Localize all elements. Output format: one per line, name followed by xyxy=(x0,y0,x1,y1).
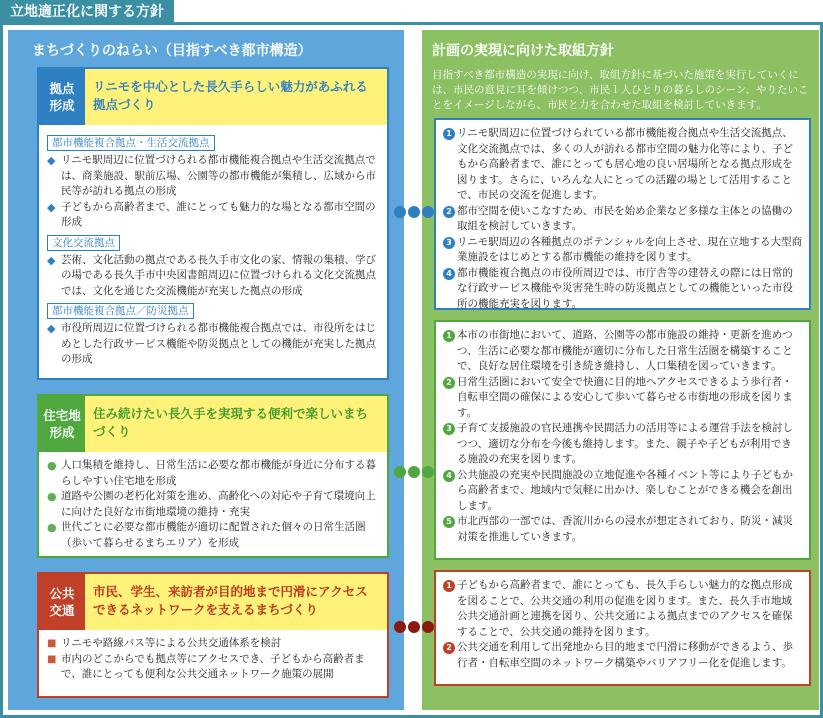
numbered-item-text: 都市機能複合拠点の市役所周辺では、市庁舎等の建替えの際には日常的な行政サービス機能や災害発生時の防災拠点としての機能といった市役所の機能充実を図ります。 xyxy=(457,266,793,310)
numbered-item-text: 公共施設の充実や民間施設の立地促進や各種イベント等により子どもから高齢者まで、地域内で気軽に出かけ、楽しむことができる機会を創出します。 xyxy=(457,468,793,512)
policy-block-hub xyxy=(434,118,811,310)
section-title: 市民、学生、来訪者が目的地まで円滑にアクセスできるネットワークを支えるまちづくり xyxy=(85,574,387,630)
connector-dot-green xyxy=(394,466,406,478)
list-item xyxy=(47,458,379,489)
numbered-item-text: 日常生活圏において安全で快適に目的地へアクセスできるよう歩行者・自転車空間の確保による安心して歩いて暮らせる市街地の形成を図ります。 xyxy=(457,375,793,419)
list-item xyxy=(47,200,379,231)
list-item xyxy=(47,652,379,683)
left-heading: まちづくりのねらい（目指すべき都市構造） xyxy=(32,43,312,59)
list-item xyxy=(47,321,379,368)
right-heading: 計画の実現に向けた取組方針 xyxy=(432,43,614,59)
numbered-item-text: 子育て支援施設の官民連携や民間活力の活用等による運営手法を検討しつつ、適切な分布を今後も維持します。また、親子や子どもが利用できる施設の充実を図ります。 xyxy=(457,422,793,465)
section-label xyxy=(39,396,85,452)
bullet-dot-icon: ● xyxy=(47,521,57,534)
numbered-item xyxy=(443,266,802,313)
section-label xyxy=(39,69,85,125)
numbered-item xyxy=(443,421,802,468)
connector-dot-blue xyxy=(422,206,434,218)
numbered-item-text: 公共交通を利用して出発地から目的地まで円滑に移動ができるよう、歩行者・自転車空間のネットワーク構築やバリアフリー化を促進します。 xyxy=(457,641,793,669)
numbered-item-text: 子どもから高齢者まで、誰にとっても、長久手らしい魅力的な拠点形成を図ることで、公共交通の利用の促進を図ります。また、長久手市地域公共交通計画と連携を図り、公共交通による拠点までのアクセスを確保することで、公共交通の維持を図ります。 xyxy=(457,579,793,638)
list-item xyxy=(47,520,379,551)
numbered-item xyxy=(443,328,802,375)
number-badge: 4 xyxy=(443,268,455,280)
category-tag: 都市機能複合拠点・生活交流拠点 xyxy=(47,135,215,151)
diamond-icon: ◆ xyxy=(47,154,56,167)
number-badge: 1 xyxy=(443,580,455,592)
connector-dot-red xyxy=(422,621,434,633)
page-title: 立地適正化に関する方針 xyxy=(0,0,174,24)
numbered-item xyxy=(443,375,802,422)
list-item-text: 道路や公園の老朽化対策を進め、高齢化への対応や子育て環境向上に向けた良好な市街地環境の維持・充実 xyxy=(61,490,376,518)
label-line1: 住宅地 xyxy=(43,408,81,423)
number-badge: 4 xyxy=(443,470,455,482)
connector-dot-green xyxy=(422,466,434,478)
list-item xyxy=(47,636,379,652)
connector-dot-blue xyxy=(394,206,406,218)
list-item xyxy=(47,253,379,300)
label-line2: 交通 xyxy=(49,603,75,618)
list-item-text: リニモ駅周辺に位置づけられる都市機能複合拠点や生活交流拠点では、商業施設、駅前広場、公園等の都市機能が集積し、広域から市民等が訪れる拠点の形成 xyxy=(61,154,376,197)
list-item xyxy=(47,489,379,520)
policy-block-residential xyxy=(434,320,811,560)
section-residential xyxy=(37,394,389,558)
square-bullet-icon: ■ xyxy=(47,638,57,649)
connector-dot-red xyxy=(394,621,406,633)
numbered-item xyxy=(443,514,802,545)
section-label xyxy=(39,574,85,630)
label-line1: 公共 xyxy=(49,586,75,601)
list-item-text: 子どもから高齢者まで、誰にとっても魅力的な場となる都市空間の形成 xyxy=(61,200,376,228)
section-body xyxy=(47,636,379,683)
section-transit xyxy=(37,572,389,698)
label-line2: 形成 xyxy=(49,425,75,440)
connector-dot-red xyxy=(408,621,420,633)
numbered-item xyxy=(443,578,802,640)
list-item-text: 人口集積を維持し、日常生活に必要な都市機能が身近に分布する暮らしやすい住宅地を形成 xyxy=(61,459,376,487)
list-item-text: 世代ごとに必要な都市機能が適切に配置された個々の日常生活圏（歩いて暮らせるまちエリア）を形成 xyxy=(61,521,366,549)
list-item-text: 芸術、文化活動の拠点である長久手市文化の家、情報の集積、学びの場である長久手市中央図書館周辺に位置づけられる文化交流拠点では、文化を通じた交流機能が充実した拠点の形成 xyxy=(61,253,376,297)
list-item-text: 市内のどこからでも拠点等にアクセスでき、子どもから高齢者まで、誰にとっても便利な公共交通ネットワーク施策の展開 xyxy=(61,652,365,680)
number-badge: 3 xyxy=(443,423,455,435)
square-bullet-icon: ■ xyxy=(47,653,57,665)
numbered-item-text: リニモ駅周辺に位置づけられている都市機能複合拠点や生活交流拠点、文化交流拠点では、多くの人が訪れる都市空間の魅力化等により、子どもから高齢者まで、誰にとっても居心地の良い居場所となる拠点形成を図ります。さらに、いろんな人にとっての活躍の場として活用することで、市民の交流を促進します。 xyxy=(457,127,793,201)
section-body xyxy=(47,131,379,368)
section-body xyxy=(47,458,379,551)
number-badge: 2 xyxy=(443,377,455,389)
diamond-icon: ◆ xyxy=(47,200,56,214)
list-item xyxy=(47,153,379,200)
diamond-icon: ◆ xyxy=(47,253,56,267)
numbered-item-text: リニモ駅周辺の各種拠点のポテンシャルを向上させ、現在立地する大型商業施設をはじめとする都市機能の維持を図ります。 xyxy=(457,235,802,263)
label-line1: 拠点 xyxy=(49,81,75,96)
policy-block-transit xyxy=(434,570,811,686)
number-badge: 5 xyxy=(443,516,455,528)
number-badge: 1 xyxy=(443,128,455,140)
connector-dot-green xyxy=(408,466,420,478)
numbered-item xyxy=(443,204,802,235)
numbered-item xyxy=(443,640,802,671)
section-title: 住み続けたい長久手を実現する便利で楽しいまちづくり xyxy=(85,396,387,452)
numbered-item-text: 本市の市街地において、道路、公園等の都市施設の維持・更新を進めつつ、生活に必要な都市機能が適切に分布した日常生活圏を構築することで、良好な居住環境を引き続き維持し、人口集積を図っていきます。 xyxy=(457,329,793,372)
connector-dot-blue xyxy=(408,206,420,218)
numbered-item-text: 都市空間を使いこなすため、市民を始め企業など多様な主体との協働の取組を検討していきます。 xyxy=(457,204,793,232)
number-badge: 3 xyxy=(443,237,455,249)
label-line2: 形成 xyxy=(49,98,75,113)
bullet-dot-icon: ● xyxy=(47,490,57,503)
number-badge: 1 xyxy=(443,330,455,342)
numbered-item xyxy=(443,235,802,266)
numbered-item xyxy=(443,126,802,204)
numbered-item xyxy=(443,468,802,515)
numbered-item-text: 市北西部の一部では、香流川からの浸水が想定されており、防災・減災対策を推進していきます。 xyxy=(457,515,793,543)
list-item-text: リニモや路線バス等による公共交通体系を検討 xyxy=(61,637,282,649)
diamond-icon: ◆ xyxy=(47,322,56,335)
number-badge: 2 xyxy=(443,642,455,654)
bullet-dot-icon: ● xyxy=(47,459,57,472)
section-title: リニモを中心とした長久手らしい魅力があふれる拠点づくり xyxy=(85,69,387,125)
category-tag: 文化交流拠点 xyxy=(47,235,120,251)
section-hub xyxy=(37,67,389,380)
list-item-text: 市役所周辺に位置づけられる都市機能複合拠点では、市役所をはじめとした行政サービス機能や防災拠点としての機能が充実した拠点の形成 xyxy=(61,322,376,365)
right-intro: 目指すべき都市構造の実現に向け、取組方針に基づいた施策を実行していくには、市民の意見に耳を傾けつつ、市民１人ひとりの暮らしのシーン、やりたいことをイメージしながら、市民と力を合わせた取組を検討していきます。 xyxy=(432,69,809,111)
category-tag: 都市機能複合拠点／防災拠点 xyxy=(47,303,194,319)
number-badge: 2 xyxy=(443,206,455,218)
